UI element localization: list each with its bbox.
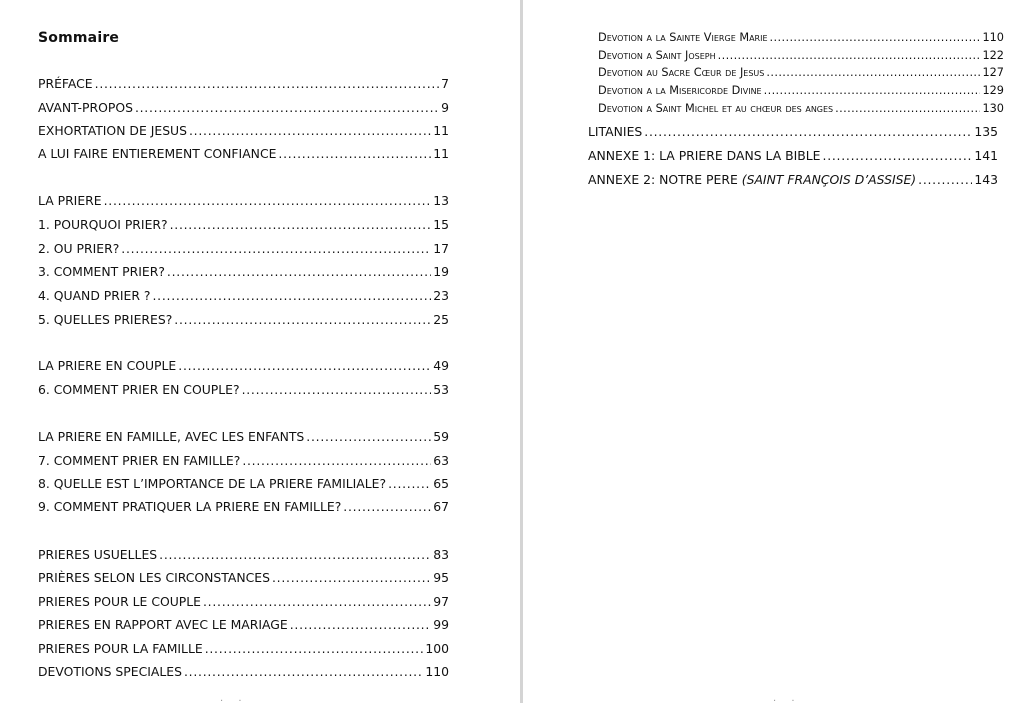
- toc-entry-label: Devotion au Sacre Cœur de Jesus: [598, 66, 765, 79]
- dot-leader: [184, 663, 423, 681]
- toc-entry-label: LA PRIERE: [38, 193, 102, 208]
- toc-entry-page: 17: [433, 241, 449, 256]
- toc-subentry: [598, 47, 1004, 65]
- toc-entry-page: 127: [982, 66, 1004, 79]
- toc-entry-page: 67: [433, 499, 449, 514]
- toc-entry: [38, 263, 449, 281]
- toc-entry-label: PRÉFACE: [38, 76, 93, 91]
- toc-entry-page: 95: [433, 570, 449, 585]
- dot-leader: [823, 147, 973, 165]
- toc-entry-label: 9. COMMENT PRATIQUER LA PRIERE EN FAMILLE?: [38, 499, 342, 514]
- toc-entry-page: 129: [982, 84, 1004, 97]
- dot-leader: [159, 546, 431, 564]
- toc-subentry: [598, 64, 1004, 82]
- dot-leader: [918, 171, 972, 189]
- dot-leader: [278, 145, 431, 163]
- dot-leader: [766, 64, 980, 82]
- toc-entry-label: 3. COMMENT PRIER?: [38, 264, 165, 279]
- toc-entry-page: 49: [433, 358, 449, 373]
- toc-entry: [38, 546, 449, 564]
- toc-entry: [38, 311, 449, 329]
- toc-entry-label: A LUI FAIRE ENTIEREMENT CONFIANCE: [38, 146, 277, 161]
- toc-entry-page: 25: [433, 312, 449, 327]
- toc-entry-label-main: ANNEXE 2: NOTRE PERE: [588, 172, 742, 187]
- toc-entry: [38, 640, 449, 658]
- toc-subentry: [598, 29, 1004, 47]
- dot-leader: [178, 357, 431, 375]
- dot-leader: [174, 311, 431, 329]
- toc-entry: [38, 428, 449, 446]
- toc-entry-page: 130: [982, 102, 1004, 115]
- toc-entry-label: PRIERES USUELLES: [38, 547, 158, 562]
- toc-entry-page: 110: [982, 31, 1004, 44]
- toc-entry-label: Devotion a la Sainte Vierge Marie: [598, 31, 768, 44]
- dot-leader: [770, 29, 981, 47]
- toc-entry-page: 135: [974, 124, 998, 139]
- toc-entry-label: DEVOTIONS SPECIALES: [38, 664, 182, 679]
- toc-entry-label: 4. QUAND PRIER ?: [38, 288, 151, 303]
- dot-leader: [835, 100, 980, 118]
- dot-leader: [764, 82, 981, 100]
- toc-entry-page: 122: [982, 49, 1004, 62]
- toc-entry-label: PRIÈRES SELON LES CIRCONSTANCES: [38, 570, 270, 585]
- toc-entry-label: [588, 171, 916, 189]
- toc-subentry: [598, 82, 1004, 100]
- toc-entry: [38, 145, 449, 163]
- dot-leader: [135, 99, 439, 117]
- toc-entry-page: 13: [433, 193, 449, 208]
- dot-leader: [121, 240, 431, 258]
- toc-entry-page: 143: [974, 172, 998, 187]
- toc-entry-label: 5. QUELLES PRIERES?: [38, 312, 173, 327]
- toc-entry-label: 1. POURQUOI PRIER?: [38, 217, 168, 232]
- toc-entry-label: ANNEXE 1: LA PRIERE DANS LA BIBLE: [588, 148, 821, 163]
- toc-entry: [38, 593, 449, 611]
- toc-entry-page: 99: [433, 617, 449, 632]
- dot-leader: [306, 428, 431, 446]
- page-folio-mark: · ·: [773, 696, 801, 707]
- toc-entry-page: 59: [433, 429, 449, 444]
- toc-entry-label: Devotion a Saint Michel et au chœur des anges: [598, 102, 834, 115]
- toc-entry-page: 110: [425, 664, 449, 679]
- toc-entry: [38, 287, 449, 305]
- dot-leader: [189, 122, 431, 140]
- dot-leader: [203, 593, 431, 611]
- toc-entry: [38, 616, 449, 634]
- dot-leader: [242, 452, 431, 470]
- toc-entry-page: 15: [433, 217, 449, 232]
- toc-entry: [38, 99, 449, 117]
- toc-entry-label: 8. QUELLE EST L’IMPORTANCE DE LA PRIERE FAMILIALE?: [38, 476, 387, 491]
- toc-entry: [38, 498, 449, 516]
- toc-entry-label: EXHORTATION DE JESUS: [38, 123, 187, 138]
- toc-entry-label: PRIERES EN RAPPORT AVEC LE MARIAGE: [38, 617, 288, 632]
- toc-entry-label: PRIERES POUR LE COUPLE: [38, 594, 201, 609]
- toc-entry-page: 97: [433, 594, 449, 609]
- toc-entry-label: LA PRIERE EN FAMILLE, AVEC LES ENFANTS: [38, 429, 305, 444]
- toc-entry: [38, 452, 449, 470]
- dot-leader: [95, 75, 439, 93]
- toc-entry-page: 83: [433, 547, 449, 562]
- right-page: [523, 0, 1024, 707]
- dot-leader: [153, 287, 432, 305]
- toc-entry: [38, 216, 449, 234]
- dot-leader: [205, 640, 424, 658]
- dot-leader: [290, 616, 432, 634]
- toc-entry: [38, 663, 449, 681]
- dot-leader: [388, 475, 431, 493]
- toc-entry: [588, 147, 998, 165]
- toc-title: Sommaire: [38, 30, 120, 46]
- toc-entry: [38, 381, 449, 399]
- toc-entry-label: 2. OU PRIER?: [38, 241, 120, 256]
- toc-entry-label: Devotion a Saint Joseph: [598, 49, 716, 62]
- toc-entry-label: 7. COMMENT PRIER EN FAMILLE?: [38, 453, 241, 468]
- dot-leader: [343, 498, 431, 516]
- toc-entry: [38, 122, 449, 140]
- dot-leader: [272, 569, 431, 587]
- toc-entry-label: PRIERES POUR LA FAMILLE: [38, 641, 203, 656]
- toc-entry-page: 53: [433, 382, 449, 397]
- toc-entry: [38, 569, 449, 587]
- toc-entry-page: 19: [433, 264, 449, 279]
- toc-entry-label-italic: (SAINT FRANÇOIS D’ASSISE): [741, 172, 917, 187]
- toc-entry-page: 11: [433, 146, 449, 161]
- toc-entry: [588, 171, 998, 189]
- page-folio-mark: · ·: [220, 696, 248, 707]
- toc-entry-page: 9: [441, 100, 449, 115]
- dot-leader: [644, 123, 972, 141]
- dot-leader: [718, 47, 981, 65]
- toc-entry-page: 65: [433, 476, 449, 491]
- toc-entry-page: 141: [974, 148, 998, 163]
- toc-entry-label: Devotion a la Misericorde Divine: [598, 84, 762, 97]
- toc-entry-page: 7: [441, 76, 449, 91]
- toc-entry: [38, 240, 449, 258]
- toc-entry: [38, 475, 449, 493]
- dot-leader: [167, 263, 431, 281]
- toc-entry-page: 100: [425, 641, 449, 656]
- toc-entry: [38, 357, 449, 375]
- toc-entry-label: 6. COMMENT PRIER EN COUPLE?: [38, 382, 240, 397]
- toc-entry-label: AVANT-PROPOS: [38, 100, 133, 115]
- toc-entry: [38, 192, 449, 210]
- dot-leader: [170, 216, 432, 234]
- toc-entry: [38, 75, 449, 93]
- toc-subentry: [598, 100, 1004, 118]
- toc-entry-page: 11: [433, 123, 449, 138]
- toc-entry-page: 23: [433, 288, 449, 303]
- dot-leader: [104, 192, 432, 210]
- toc-entry-label: LA PRIERE EN COUPLE: [38, 358, 177, 373]
- toc-entry-label: LITANIES: [588, 124, 643, 139]
- toc-entry-page: 63: [433, 453, 449, 468]
- dot-leader: [242, 381, 432, 399]
- toc-entry: [588, 123, 998, 141]
